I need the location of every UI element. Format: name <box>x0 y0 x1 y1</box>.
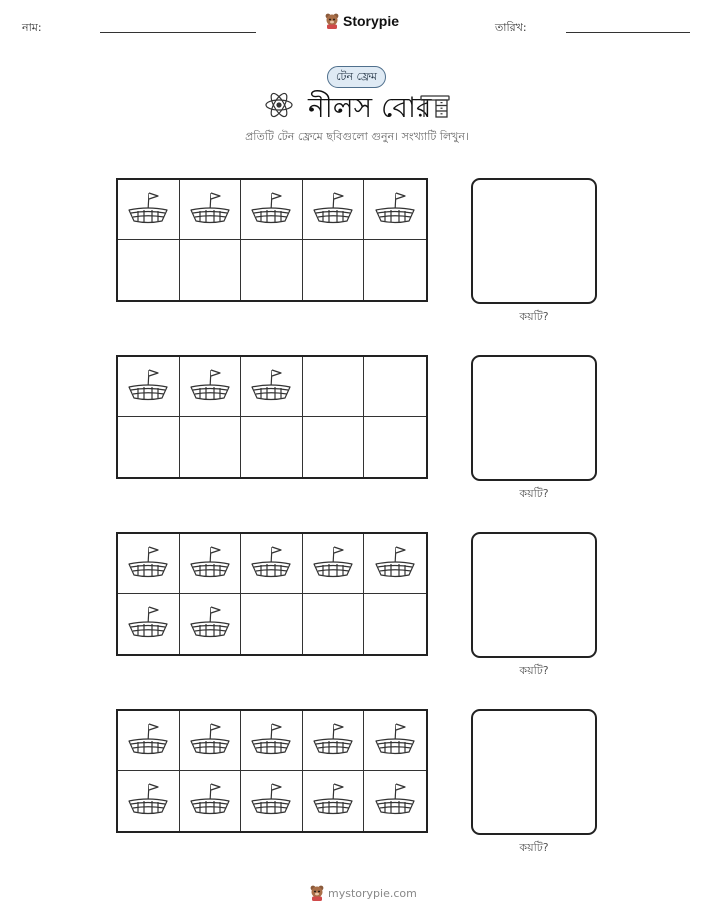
boat-icon <box>374 189 416 231</box>
boat-icon <box>250 543 292 585</box>
date-label: তারিখ: <box>495 21 527 34</box>
ten-frame-cell <box>241 357 303 417</box>
ten-frame-cell <box>180 771 242 831</box>
ten-frame-cell <box>303 417 365 477</box>
answer-box[interactable] <box>471 709 597 835</box>
bear-mascot-icon <box>310 885 324 901</box>
ten-frame-cell <box>118 711 180 771</box>
ten-frame-cell <box>241 534 303 594</box>
footer-site: mystorypie.com <box>328 886 417 900</box>
ten-frame-cell <box>180 417 242 477</box>
ten-frame-cell <box>241 594 303 654</box>
name-label: নাম: <box>22 21 42 34</box>
boat-icon <box>250 189 292 231</box>
ten-frame-cell <box>118 534 180 594</box>
boat-icon <box>374 780 416 822</box>
ten-frame <box>116 178 428 302</box>
ten-frame-cell <box>303 771 365 831</box>
ten-frame <box>116 355 428 479</box>
ten-frame-cell <box>364 711 426 771</box>
atom-icon <box>264 90 294 120</box>
ten-frame-cell <box>303 180 365 240</box>
boat-icon <box>127 720 169 762</box>
topic-badge: টেন ফ্রেম <box>327 66 386 88</box>
footer <box>310 885 417 901</box>
ten-frame-cell <box>241 417 303 477</box>
ten-frame-cell <box>180 180 242 240</box>
boat-icon <box>127 189 169 231</box>
ten-frame <box>116 709 428 833</box>
ten-frame-cell <box>364 534 426 594</box>
boat-icon <box>312 543 354 585</box>
boat-icon <box>374 720 416 762</box>
ten-frame-cell <box>118 357 180 417</box>
boat-icon <box>127 543 169 585</box>
boat-icon <box>127 366 169 408</box>
ten-frame-cell <box>118 417 180 477</box>
ten-frame-cell <box>303 357 365 417</box>
boat-icon <box>127 780 169 822</box>
boat-icon <box>189 603 231 645</box>
ten-frame-cell <box>303 240 365 300</box>
answer-box[interactable] <box>471 532 597 658</box>
ten-frame-cell <box>364 594 426 654</box>
ten-frame-cell <box>241 771 303 831</box>
bear-mascot-icon <box>325 13 339 29</box>
instructions: প্রতিটি টেন ফ্রেমে ছবিগুলো গুনুন। সংখ্যাটি লিখুন। <box>245 130 469 143</box>
ten-frame-cell <box>364 180 426 240</box>
name-line[interactable] <box>100 32 256 33</box>
ten-frame-cell <box>180 240 242 300</box>
ten-frame-cell <box>241 180 303 240</box>
boat-icon <box>312 720 354 762</box>
ten-frame-cell <box>364 417 426 477</box>
ten-frame-cell <box>180 711 242 771</box>
ten-frame <box>116 532 428 656</box>
boat-icon <box>189 189 231 231</box>
how-many-label: কয়টি? <box>519 310 549 323</box>
ten-frame-cell <box>118 240 180 300</box>
ten-frame-cell <box>118 180 180 240</box>
worksheet-title: নীলস বোর <box>308 91 432 124</box>
ten-frame-cell <box>303 711 365 771</box>
desk-icon <box>420 94 450 118</box>
boat-icon <box>189 366 231 408</box>
boat-icon <box>127 603 169 645</box>
ten-frame-cell <box>364 771 426 831</box>
ten-frame-cell <box>118 594 180 654</box>
ten-frame-cell <box>180 357 242 417</box>
answer-box[interactable] <box>471 178 597 304</box>
ten-frame-cell <box>364 240 426 300</box>
boat-icon <box>374 543 416 585</box>
how-many-label: কয়টি? <box>519 841 549 854</box>
ten-frame-cell <box>241 240 303 300</box>
ten-frame-cell <box>180 534 242 594</box>
date-line[interactable] <box>566 32 690 33</box>
boat-icon <box>312 780 354 822</box>
boat-icon <box>250 366 292 408</box>
boat-icon <box>189 543 231 585</box>
ten-frame-cell <box>241 711 303 771</box>
answer-box[interactable] <box>471 355 597 481</box>
boat-icon <box>250 720 292 762</box>
boat-icon <box>189 780 231 822</box>
ten-frame-cell <box>180 594 242 654</box>
boat-icon <box>189 720 231 762</box>
ten-frame-cell <box>303 594 365 654</box>
ten-frame-cell <box>118 771 180 831</box>
boat-icon <box>250 780 292 822</box>
ten-frame-cell <box>364 357 426 417</box>
brand-logo <box>325 13 399 29</box>
how-many-label: কয়টি? <box>519 664 549 677</box>
brand-name: Storypie <box>343 13 400 29</box>
how-many-label: কয়টি? <box>519 487 549 500</box>
boat-icon <box>312 189 354 231</box>
ten-frame-cell <box>303 534 365 594</box>
